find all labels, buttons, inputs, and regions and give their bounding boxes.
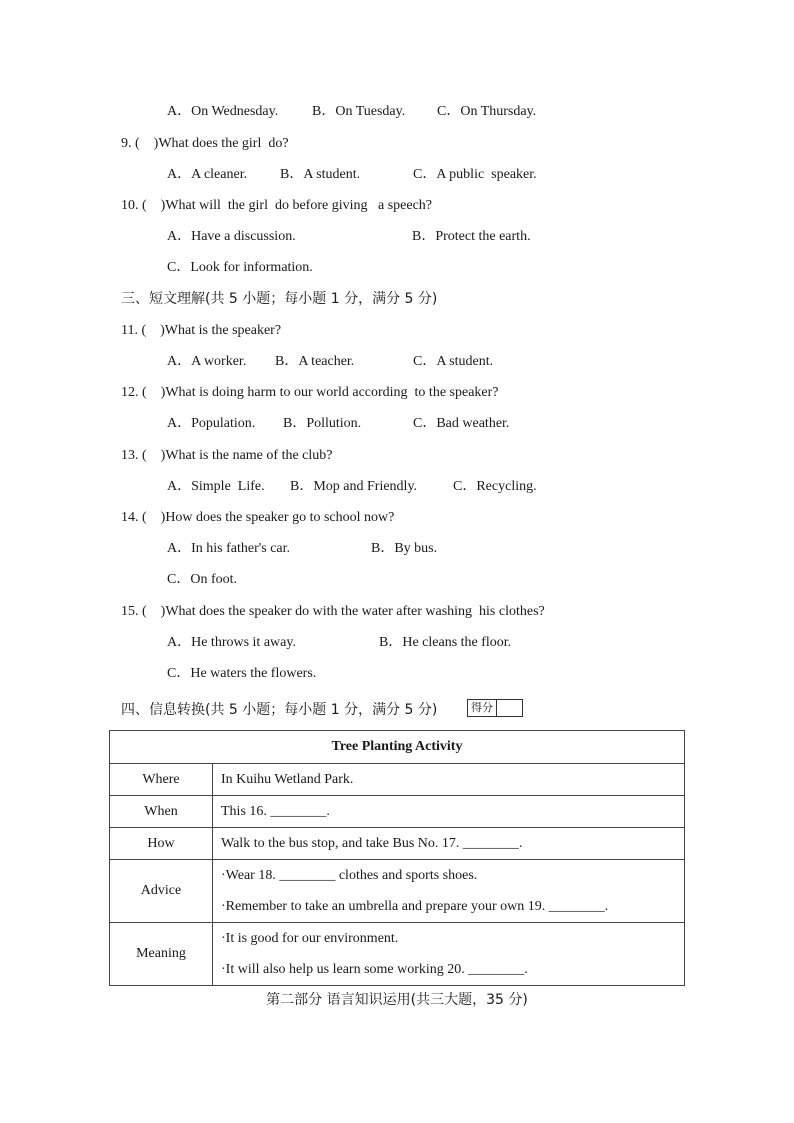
q11-option-b: B．A teacher. — [275, 354, 355, 369]
where-key: Where — [110, 764, 213, 796]
when-value: This 16. ________. — [213, 796, 685, 828]
q15-option-a: A．He throws it away. — [167, 635, 296, 650]
score-blank[interactable] — [497, 700, 522, 716]
section-4-heading: 四、信息转换(共 5 小题；每小题 1 分，满分 5 分) — [121, 702, 438, 718]
q14-option-c: C．On foot. — [167, 572, 237, 587]
q11-stem: 11. ( )What is the speaker? — [121, 323, 282, 338]
meaning-line-2: ·It will also help us learn some working 20. ________. — [221, 962, 528, 977]
q13-stem: 13. ( )What is the name of the club? — [121, 448, 333, 463]
meaning-value — [213, 923, 685, 986]
tree-planting-table — [109, 730, 685, 986]
advice-value — [213, 860, 685, 923]
how-key: How — [110, 828, 213, 860]
advice-line-1: ·Wear 18. ________ clothes and sports shoes. — [221, 868, 478, 883]
q10-option-c: C．Look for information. — [167, 260, 313, 275]
q9-stem: 9. ( )What does the girl do? — [121, 136, 289, 151]
q15-option-b: B．He cleans the floor. — [379, 635, 512, 650]
q13-option-b: B．Mop and Friendly. — [290, 479, 418, 494]
q10-option-b: B．Protect the earth. — [412, 229, 531, 244]
q8-option-b: B．On Tuesday. — [312, 104, 406, 119]
how-value: Walk to the bus stop, and take Bus No. 17. ________. — [213, 828, 685, 860]
q8-option-a: A．On Wednesday. — [167, 104, 279, 119]
when-key: When — [110, 796, 213, 828]
q10-stem: 10. ( )What will the girl do before giving a speech? — [121, 198, 433, 213]
score-box — [467, 699, 523, 717]
q11-option-a: A．A worker. — [167, 354, 247, 369]
q12-option-b: B．Pollution. — [283, 416, 362, 431]
meaning-key: Meaning — [110, 923, 213, 986]
part-two-heading: 第二部分 语言知识运用(共三大题，35 分) — [266, 992, 528, 1008]
where-value: In Kuihu Wetland Park. — [213, 764, 685, 796]
q10-option-a: A．Have a discussion. — [167, 229, 296, 244]
q15-stem: 15. ( )What does the speaker do with the water after washing his clothes? — [121, 604, 545, 619]
q9-option-b: B．A student. — [280, 167, 361, 182]
q11-option-c: C．A student. — [413, 354, 494, 369]
q9-option-c: C．A public speaker. — [413, 167, 537, 182]
q12-stem: 12. ( )What is doing harm to our world according to the speaker? — [121, 385, 499, 400]
q12-option-a: A．Population. — [167, 416, 256, 431]
table-title: Tree Planting Activity — [110, 731, 685, 764]
score-label: 得分 — [468, 700, 497, 716]
q14-option-a: A．In his father's car. — [167, 541, 291, 556]
q13-option-c: C．Recycling. — [453, 479, 537, 494]
q12-option-c: C．Bad weather. — [413, 416, 510, 431]
meaning-line-1: ·It is good for our environment. — [221, 931, 399, 946]
advice-key: Advice — [110, 860, 213, 923]
q14-stem: 14. ( )How does the speaker go to school now? — [121, 510, 395, 525]
advice-line-2: ·Remember to take an umbrella and prepare your own 19. ________. — [221, 899, 609, 914]
q13-option-a: A．Simple Life. — [167, 479, 265, 494]
section-3-heading: 三、短文理解(共 5 小题；每小题 1 分，满分 5 分) — [121, 291, 438, 307]
q15-option-c: C．He waters the flowers. — [167, 666, 317, 681]
q9-option-a: A．A cleaner. — [167, 167, 248, 182]
q8-option-c: C．On Thursday. — [437, 104, 537, 119]
q14-option-b: B．By bus. — [371, 541, 438, 556]
